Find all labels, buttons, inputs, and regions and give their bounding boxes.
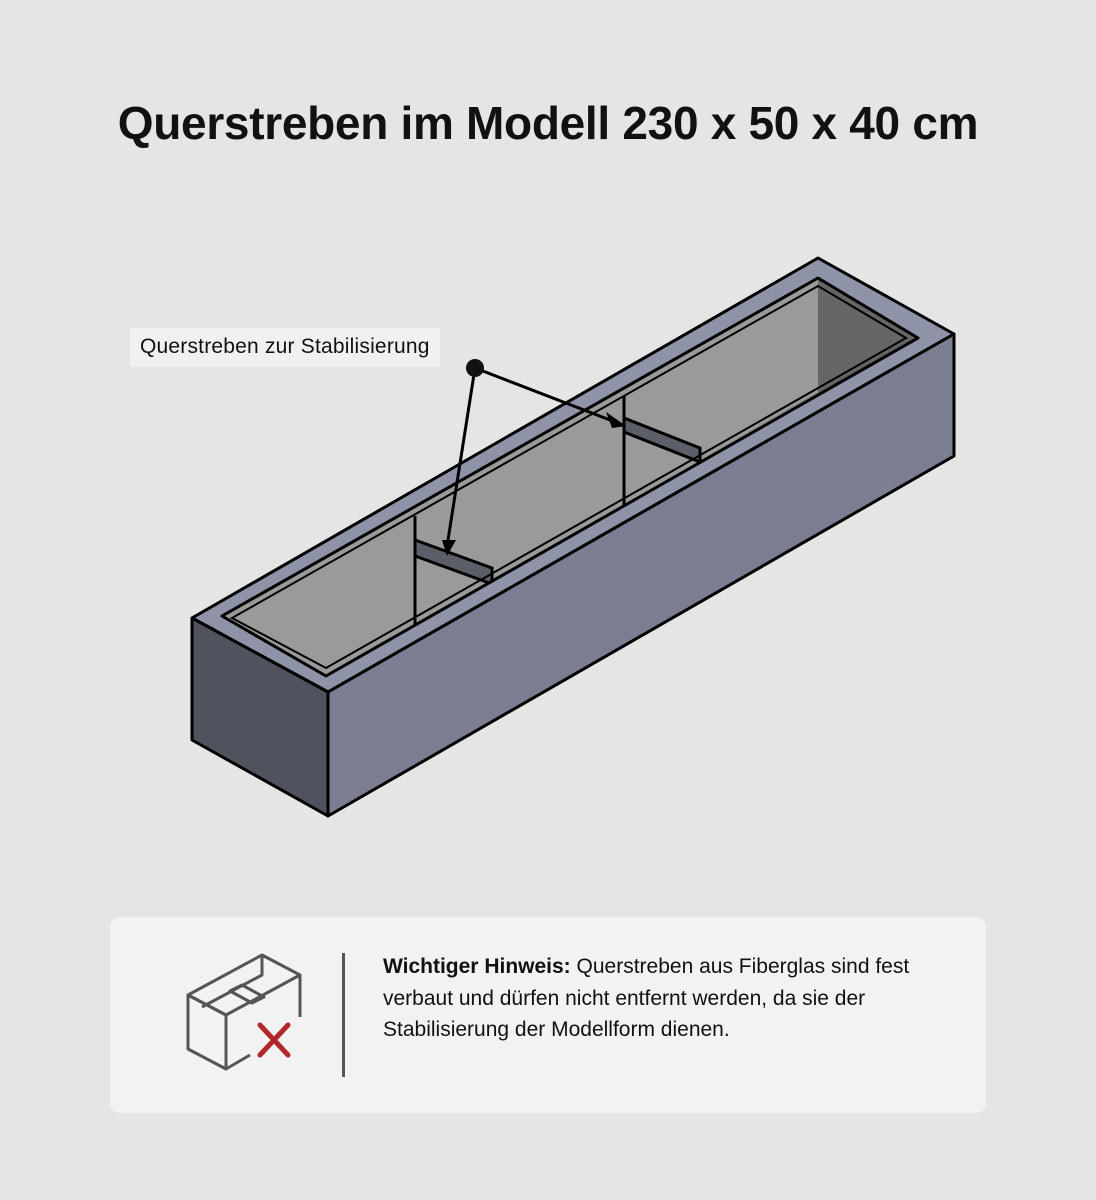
callout-label: Querstreben zur Stabilisierung bbox=[130, 328, 440, 367]
remove-forbidden-icon bbox=[260, 1025, 288, 1055]
note-heading: Wichtiger Hinweis: bbox=[383, 955, 571, 978]
note-divider bbox=[342, 953, 345, 1077]
note-text bbox=[383, 951, 923, 1046]
callout-dot bbox=[466, 359, 484, 377]
page-title: Querstreben im Modell 230 x 50 x 40 cm bbox=[117, 97, 979, 149]
note-body: Querstreben aus Fiberglas sind fest verbaut und dürfen nicht entfernt werden, da sie der Stabilisierung der Modellform dienen. bbox=[383, 955, 910, 1041]
planter-no-remove-icon bbox=[180, 951, 310, 1077]
note-box bbox=[110, 917, 986, 1113]
